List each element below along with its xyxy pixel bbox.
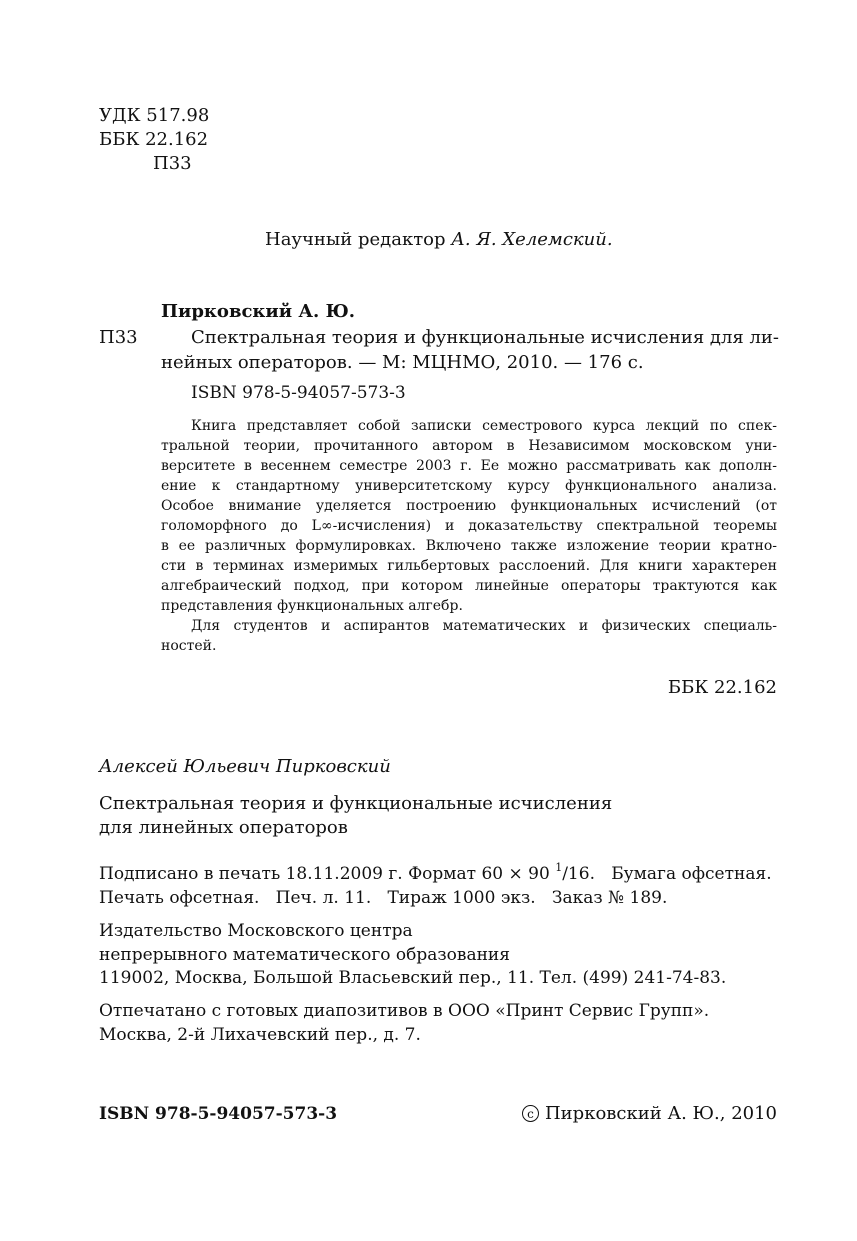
book-title-line-2: для линейных операторов xyxy=(99,817,348,838)
abstract-line: сти в терминах измеримых гильбертовых расслоений. Для книги характерен xyxy=(161,558,777,574)
format-fraction-num: 1 xyxy=(555,861,563,874)
editor-name: А. Я. Хелемский. xyxy=(451,229,613,250)
bbk-code: ББК 22.162 xyxy=(99,129,209,150)
editor-prefix: Научный редактор xyxy=(265,229,446,250)
abstract-line: Книга представляет собой записки семестрового курса лекций по спек- xyxy=(191,418,777,434)
catalog-title-line-2: нейных операторов. — М: МЦНМО, 2010. — 176 с. xyxy=(161,352,644,373)
udk-code: УДК 517.98 xyxy=(99,105,210,126)
paper-type: Бумага офсетная. xyxy=(611,864,772,884)
abstract-line: ение к стандартному университетскому курсу функционального анализа. xyxy=(161,478,777,494)
copyright-holder: Пирковский А. Ю., 2010 xyxy=(544,1103,777,1124)
abstract-line: в ее различных формулировках. Включено также изложение теории кратно- xyxy=(161,538,777,554)
author-full-name: Алексей Юльевич Пирковский xyxy=(99,756,391,777)
publisher-line-2: непрерывного математического образования xyxy=(99,945,510,965)
printer-line-1: Отпечатано с готовых диапозитивов в ООО «Принт Сервис Групп». xyxy=(99,1001,710,1021)
catalog-author-mark: П33 xyxy=(99,327,138,348)
abstract-line: ностей. xyxy=(161,638,217,654)
copyright-notice xyxy=(522,1102,777,1126)
imprint-signed-line xyxy=(99,863,772,885)
printer-line-2: Москва, 2-й Лихачевский пер., д. 7. xyxy=(99,1025,421,1045)
format-fraction-den: /16. xyxy=(562,864,595,884)
imprint-print-line: Печать офсетная. Печ. л. 11. Тираж 1000 экз. Заказ № 189. xyxy=(99,888,668,908)
bbk-footer-code: ББК 22.162 xyxy=(667,677,777,698)
author-mark: П33 xyxy=(153,153,192,174)
abstract-line: верситете в весеннем семестре 2003 г. Ее можно рассматривать как дополн- xyxy=(161,458,777,474)
abstract-line: алгебраический подход, при котором линейные операторы трактуются как xyxy=(161,578,777,594)
signed-text: Подписано в печать 18.11.2009 г. Формат 60 × 90 xyxy=(99,864,550,884)
copyright-icon: c xyxy=(522,1105,539,1122)
catalog-isbn: ISBN 978-5-94057-573-3 xyxy=(191,383,406,403)
abstract-line: голоморфного до L∞-исчисления) и доказательству спектральной теоремы xyxy=(161,518,777,534)
abstract-line: Особое внимание уделяется построению функциональных исчислений (от xyxy=(161,498,777,514)
abstract-line: Для студентов и аспирантов математических и физических специаль- xyxy=(191,618,777,634)
footer-isbn: ISBN 978-5-94057-573-3 xyxy=(99,1104,338,1124)
abstract-line: тральной теории, прочитанного автором в Независимом московском уни- xyxy=(161,438,777,454)
scientific-editor xyxy=(265,228,613,252)
catalog-author-heading: Пирковский А. Ю. xyxy=(161,301,356,322)
abstract-line: представления функциональных алгебр. xyxy=(161,598,463,614)
publisher-line-1: Издательство Московского центра xyxy=(99,921,413,941)
book-title-line-1: Спектральная теория и функциональные исчисления xyxy=(99,793,613,814)
catalog-title-line-1: Спектральная теория и функциональные исчисления для ли- xyxy=(191,327,780,348)
publisher-line-3: 119002, Москва, Большой Власьевский пер., 11. Тел. (499) 241-74-83. xyxy=(99,968,727,988)
